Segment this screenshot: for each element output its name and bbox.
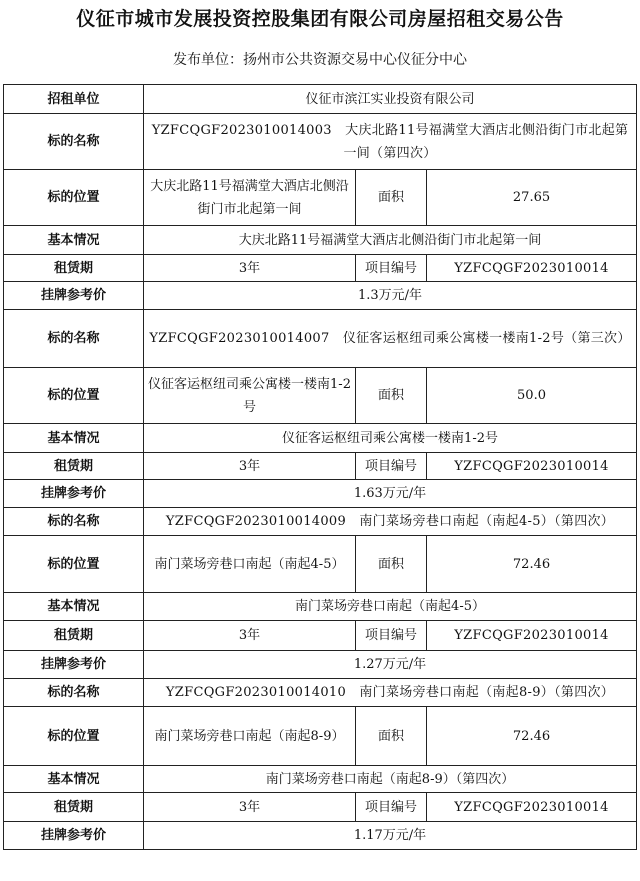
lot1-term-label: 租赁期 xyxy=(4,255,144,282)
lot4-price-value: 1.17万元/年 xyxy=(144,822,637,850)
lot3-name-value: YZFCQGF2023010014009 南门菜场旁巷口南起（南起4-5）（第四次） xyxy=(144,508,637,536)
lot4-location-label: 标的位置 xyxy=(4,707,144,766)
lot4-location-row xyxy=(4,707,637,766)
lot2-price-value: 1.63万元/年 xyxy=(144,480,637,508)
lot1-name-label: 标的名称 xyxy=(4,114,144,170)
lot4-area-value: 72.46 xyxy=(427,707,637,766)
lot1-projno-label: 项目编号 xyxy=(356,255,427,282)
lot2-location-label: 标的位置 xyxy=(4,368,144,424)
publisher-line: 发布单位：扬州市公共资源交易中心仪征分中心 xyxy=(173,52,467,68)
lot2-projno-label: 项目编号 xyxy=(356,453,427,480)
lot2-location-value: 仪征客运枢纽司乘公寓楼一楼南1-2号 xyxy=(144,368,356,424)
lot3-term-row xyxy=(4,621,637,651)
lot3-name-row xyxy=(4,508,637,536)
lot1-basic-label: 基本情况 xyxy=(4,226,144,255)
lot1-name-row xyxy=(4,114,637,170)
lot1-location-label: 标的位置 xyxy=(4,170,144,226)
lot3-location-row xyxy=(4,536,637,593)
lot4-term-value: 3年 xyxy=(144,793,356,822)
lot1-term-row xyxy=(4,255,637,282)
lot3-price-label: 挂牌参考价 xyxy=(4,651,144,679)
lot4-name-label: 标的名称 xyxy=(4,679,144,707)
lot3-area-label: 面积 xyxy=(356,536,427,593)
lot4-area-label: 面积 xyxy=(356,707,427,766)
lease-notice-table xyxy=(3,84,637,850)
lot2-location-row xyxy=(4,368,637,424)
lessor-row xyxy=(4,85,637,114)
lot1-area-label: 面积 xyxy=(356,170,427,226)
lessor-label: 招租单位 xyxy=(4,85,144,114)
lot3-projno-value: YZFCQGF2023010014 xyxy=(427,621,637,651)
lot2-basic-label: 基本情况 xyxy=(4,424,144,453)
lot3-basic-value: 南门菜场旁巷口南起（南起4-5） xyxy=(144,593,637,621)
lot4-location-value: 南门菜场旁巷口南起（南起8-9） xyxy=(144,707,356,766)
lot4-projno-value: YZFCQGF2023010014 xyxy=(427,793,637,822)
lot3-basic-row xyxy=(4,593,637,621)
lot4-basic-label: 基本情况 xyxy=(4,766,144,793)
lot4-price-label: 挂牌参考价 xyxy=(4,822,144,850)
lot1-price-label: 挂牌参考价 xyxy=(4,282,144,310)
lot4-basic-value: 南门菜场旁巷口南起（南起8-9）（第四次） xyxy=(144,766,637,793)
lot4-name-row xyxy=(4,679,637,707)
lot4-term-row xyxy=(4,793,637,822)
lot1-name-value: YZFCQGF2023010014003 大庆北路11号福满堂大酒店北侧沿街门市北起第一间（第四次） xyxy=(144,114,637,170)
lot2-area-value: 50.0 xyxy=(427,368,637,424)
lot4-price-row xyxy=(4,822,637,850)
lot2-name-value: YZFCQGF2023010014007 仪征客运枢纽司乘公寓楼一楼南1-2号（第三次） xyxy=(144,310,637,368)
lot4-basic-row xyxy=(4,766,637,793)
lot4-name-value: YZFCQGF2023010014010 南门菜场旁巷口南起（南起8-9）（第四次） xyxy=(144,679,637,707)
lot3-basic-label: 基本情况 xyxy=(4,593,144,621)
lot2-term-value: 3年 xyxy=(144,453,356,480)
lot1-term-value: 3年 xyxy=(144,255,356,282)
lot1-location-value: 大庆北路11号福满堂大酒店北侧沿街门市北起第一间 xyxy=(144,170,356,226)
lot3-price-value: 1.27万元/年 xyxy=(144,651,637,679)
lessor-value: 仪征市滨江实业投资有限公司 xyxy=(144,85,637,114)
lot3-projno-label: 项目编号 xyxy=(356,621,427,651)
lot2-basic-value: 仪征客运枢纽司乘公寓楼一楼南1-2号 xyxy=(144,424,637,453)
lot3-term-value: 3年 xyxy=(144,621,356,651)
lot2-name-row xyxy=(4,310,637,368)
lot4-term-label: 租赁期 xyxy=(4,793,144,822)
page-title: 仪征市城市发展投资控股集团有限公司房屋招租交易公告 xyxy=(76,8,564,30)
lot1-projno-value: YZFCQGF2023010014 xyxy=(427,255,637,282)
lot1-area-value: 27.65 xyxy=(427,170,637,226)
lot2-term-row xyxy=(4,453,637,480)
lot2-area-label: 面积 xyxy=(356,368,427,424)
lot2-projno-value: YZFCQGF2023010014 xyxy=(427,453,637,480)
lot2-price-row xyxy=(4,480,637,508)
lot2-name-label: 标的名称 xyxy=(4,310,144,368)
lot3-area-value: 72.46 xyxy=(427,536,637,593)
lot2-basic-row xyxy=(4,424,637,453)
lot1-basic-row xyxy=(4,226,637,255)
lot3-price-row xyxy=(4,651,637,679)
lot2-price-label: 挂牌参考价 xyxy=(4,480,144,508)
lot2-term-label: 租赁期 xyxy=(4,453,144,480)
lot1-location-row xyxy=(4,170,637,226)
lot1-basic-value: 大庆北路11号福满堂大酒店北侧沿街门市北起第一间 xyxy=(144,226,637,255)
lot1-price-row xyxy=(4,282,637,310)
lot1-price-value: 1.3万元/年 xyxy=(144,282,637,310)
lot4-projno-label: 项目编号 xyxy=(356,793,427,822)
lot3-term-label: 租赁期 xyxy=(4,621,144,651)
lot3-location-value: 南门菜场旁巷口南起（南起4-5） xyxy=(144,536,356,593)
lot3-location-label: 标的位置 xyxy=(4,536,144,593)
lot3-name-label: 标的名称 xyxy=(4,508,144,536)
